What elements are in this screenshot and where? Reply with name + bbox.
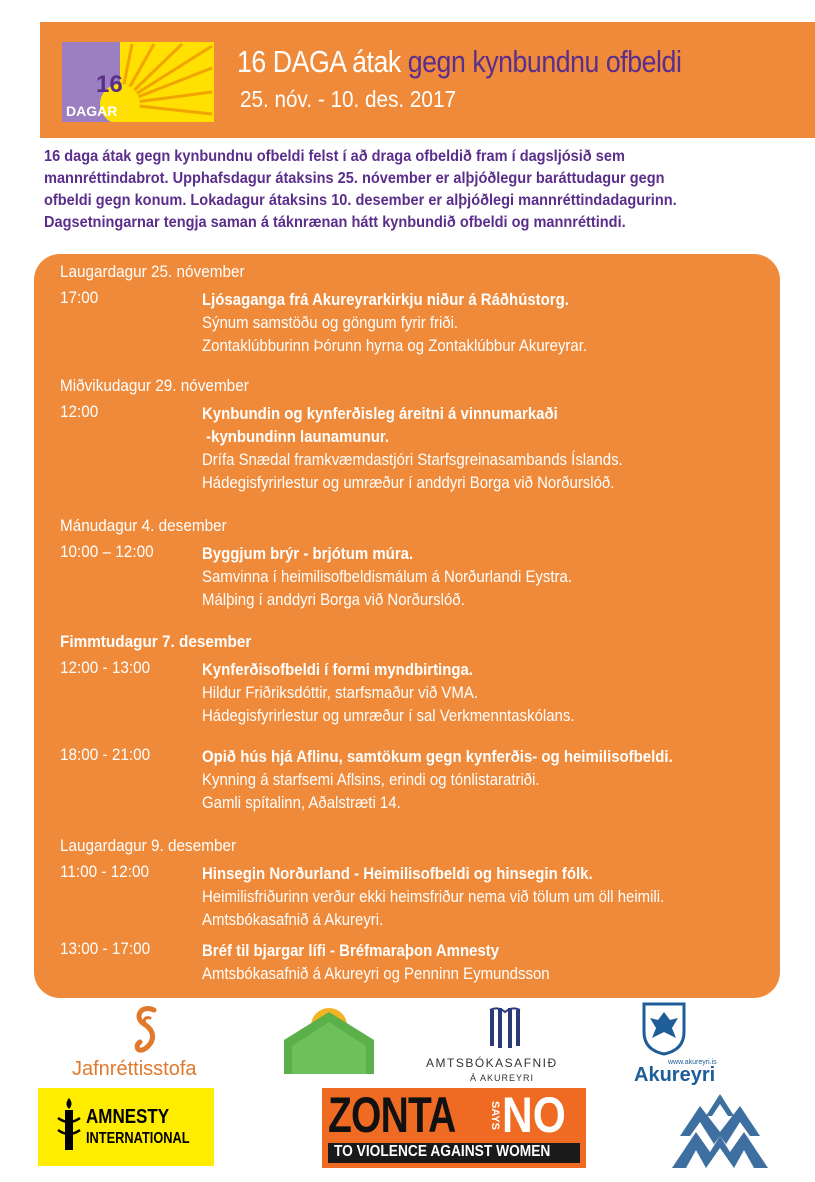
- event-time: 13:00 - 17:00: [60, 939, 151, 958]
- page-title: [237, 44, 681, 80]
- sponsor-logos: [0, 1000, 815, 1182]
- day-heading: Fimmtudagur 7. desember: [60, 632, 252, 651]
- event-title: Hinsegin Norðurland - Heimilisofbeldi og hinsegin fólk.: [202, 864, 593, 883]
- event-detail: Hádegisfyrirlestur og umræður í anddyri Borga við Norðurslóð.: [202, 473, 615, 492]
- event-detail: Gamli spítalinn, Aðalstræti 14.: [202, 793, 401, 812]
- intro-line: ofbeldi gegn konum. Lokadagur átaksins 10. desember er alþjóðlegi mannréttindadagurinn.: [44, 192, 677, 209]
- intro-line: 16 daga átak gegn kynbundnu ofbeldi felst í að draga ofbeldið fram í dagsljósið sem: [44, 148, 625, 165]
- jafnrettisstofa-logo-text: Jafnréttisstofa: [72, 1058, 197, 1080]
- event-detail: Zontaklúbburinn Þórunn hyrna og Zontaklúbbur Akureyrar.: [202, 336, 588, 355]
- event-time: 10:00 – 12:00: [60, 542, 154, 561]
- header-banner: [40, 22, 815, 138]
- event-detail: Hádegisfyrirlestur og umræður í sal Verkmenntaskólans.: [202, 706, 575, 725]
- event-title: Bréf til bjargar lífi - Bréfmaraþon Amnesty: [202, 941, 500, 960]
- zonta-tagline-bar: [328, 1143, 580, 1163]
- event-time: 18:00 - 21:00: [60, 745, 151, 764]
- event-detail: Hildur Friðriksdóttir, starfsmaður við VMA.: [202, 683, 479, 702]
- event-detail: Heimilisfriðurinn verður ekki heimsfriður nema við tölum um öll heimili.: [202, 887, 665, 906]
- title-purple: gegn kynbundnu ofbeldi: [407, 44, 682, 79]
- amtsbokasafnid-logo-text: AMTSBÓKASAFNIÐ: [426, 1056, 558, 1070]
- intro-line: mannréttindabrot. Upphafsdagur átaksins 25. nóvember er alþjóðlegur baráttudagur gegn: [44, 170, 665, 187]
- event-detail: Málþing í anddyri Borga við Norðurslóð.: [202, 590, 465, 609]
- amnesty-candle-icon: [56, 1096, 82, 1158]
- 16-dagar-sun-logo: [62, 42, 214, 122]
- event-detail: Kynning á starfsemi Aflsins, erindi og tónlistaratriði.: [202, 770, 540, 789]
- title-white: 16 DAGA átak: [237, 44, 408, 79]
- zonta-tagline: TO VIOLENCE AGAINST WOMEN: [334, 1143, 551, 1160]
- event-time: 12:00: [60, 402, 99, 421]
- event-block: [202, 402, 623, 494]
- event-block: [202, 542, 572, 611]
- event-detail: Drífa Snædal framkvæmdastjóri Starfsgreinasambands Íslands.: [202, 450, 623, 469]
- event-title: Byggjum brýr - brjótum múra.: [202, 544, 414, 563]
- amnesty-logo-line1: AMNESTY: [86, 1106, 170, 1128]
- jafnrettisstofa-swirl-icon: [130, 1004, 164, 1056]
- event-block: [202, 939, 550, 985]
- event-detail: Samvinna í heimilisofbeldismálum á Norðurlandi Eystra.: [202, 567, 572, 586]
- logo-16-number: 16: [96, 71, 123, 98]
- intro-line: Dagsetningarnar tengja saman á táknrænan hátt kynbundið ofbeldi og mannréttindi.: [44, 214, 626, 231]
- logo-dagar-word: DAGAR: [66, 103, 118, 119]
- event-block: [202, 745, 673, 814]
- amtsbokasafnid-book-icon: [488, 1006, 522, 1050]
- day-heading: Laugardagur 25. nóvember: [60, 262, 245, 281]
- campaign-dates: 25. nóv. - 10. des. 2017: [240, 86, 456, 112]
- akureyri-url-text: www.akureyri.is: [668, 1059, 717, 1066]
- event-time: 11:00 - 12:00: [60, 862, 150, 881]
- akureyri-shield-icon: [642, 1002, 686, 1056]
- zonta-says-word: SAYS: [489, 1100, 501, 1130]
- zonta-word: ZONTA: [328, 1087, 456, 1143]
- event-title: Ljósaganga frá Akureyrarkirkju niður á Ráðhústorg.: [202, 290, 569, 309]
- event-block: [202, 658, 575, 727]
- akureyri-logo-text: Akureyri: [634, 1064, 716, 1086]
- zonta-says-no-logo: [322, 1088, 586, 1168]
- day-heading: Mánudagur 4. desember: [60, 516, 227, 535]
- intro-text: [44, 146, 736, 234]
- event-title: Opið hús hjá Aflinu, samtökum gegn kynferðis- og heimilisofbeldi.: [202, 747, 673, 766]
- event-time: 17:00: [60, 288, 99, 307]
- house-sun-logo: [284, 1004, 374, 1076]
- event-title: Kynferðisofbeldi í formi myndbirtinga.: [202, 660, 473, 679]
- event-detail: Amtsbókasafnið á Akureyri.: [202, 910, 384, 929]
- event-block: [202, 862, 664, 931]
- event-title-continued: -kynbundinn launamunur.: [202, 427, 389, 446]
- event-title: Kynbundin og kynferðisleg áreitni á vinnumarkaði: [202, 404, 558, 423]
- amnesty-logo: [38, 1088, 214, 1166]
- zonta-no-word: NO: [502, 1087, 566, 1143]
- schedule-panel: [34, 254, 780, 998]
- event-detail: Sýnum samstöðu og göngum fyrir friði.: [202, 313, 459, 332]
- day-heading: Laugardagur 9. desember: [60, 836, 237, 855]
- amtsbokasafnid-logo-subtext: Á AKUREYRI: [470, 1073, 535, 1083]
- event-block: [202, 288, 587, 357]
- amnesty-logo-line2: INTERNATIONAL: [86, 1130, 190, 1147]
- event-detail: Amtsbókasafnið á Akureyri og Penninn Eymundsson: [202, 964, 550, 983]
- event-time: 12:00 - 13:00: [60, 658, 151, 677]
- day-heading: Miðvikudagur 29. nóvember: [60, 376, 249, 395]
- aflid-mountain-logo: [670, 1092, 770, 1170]
